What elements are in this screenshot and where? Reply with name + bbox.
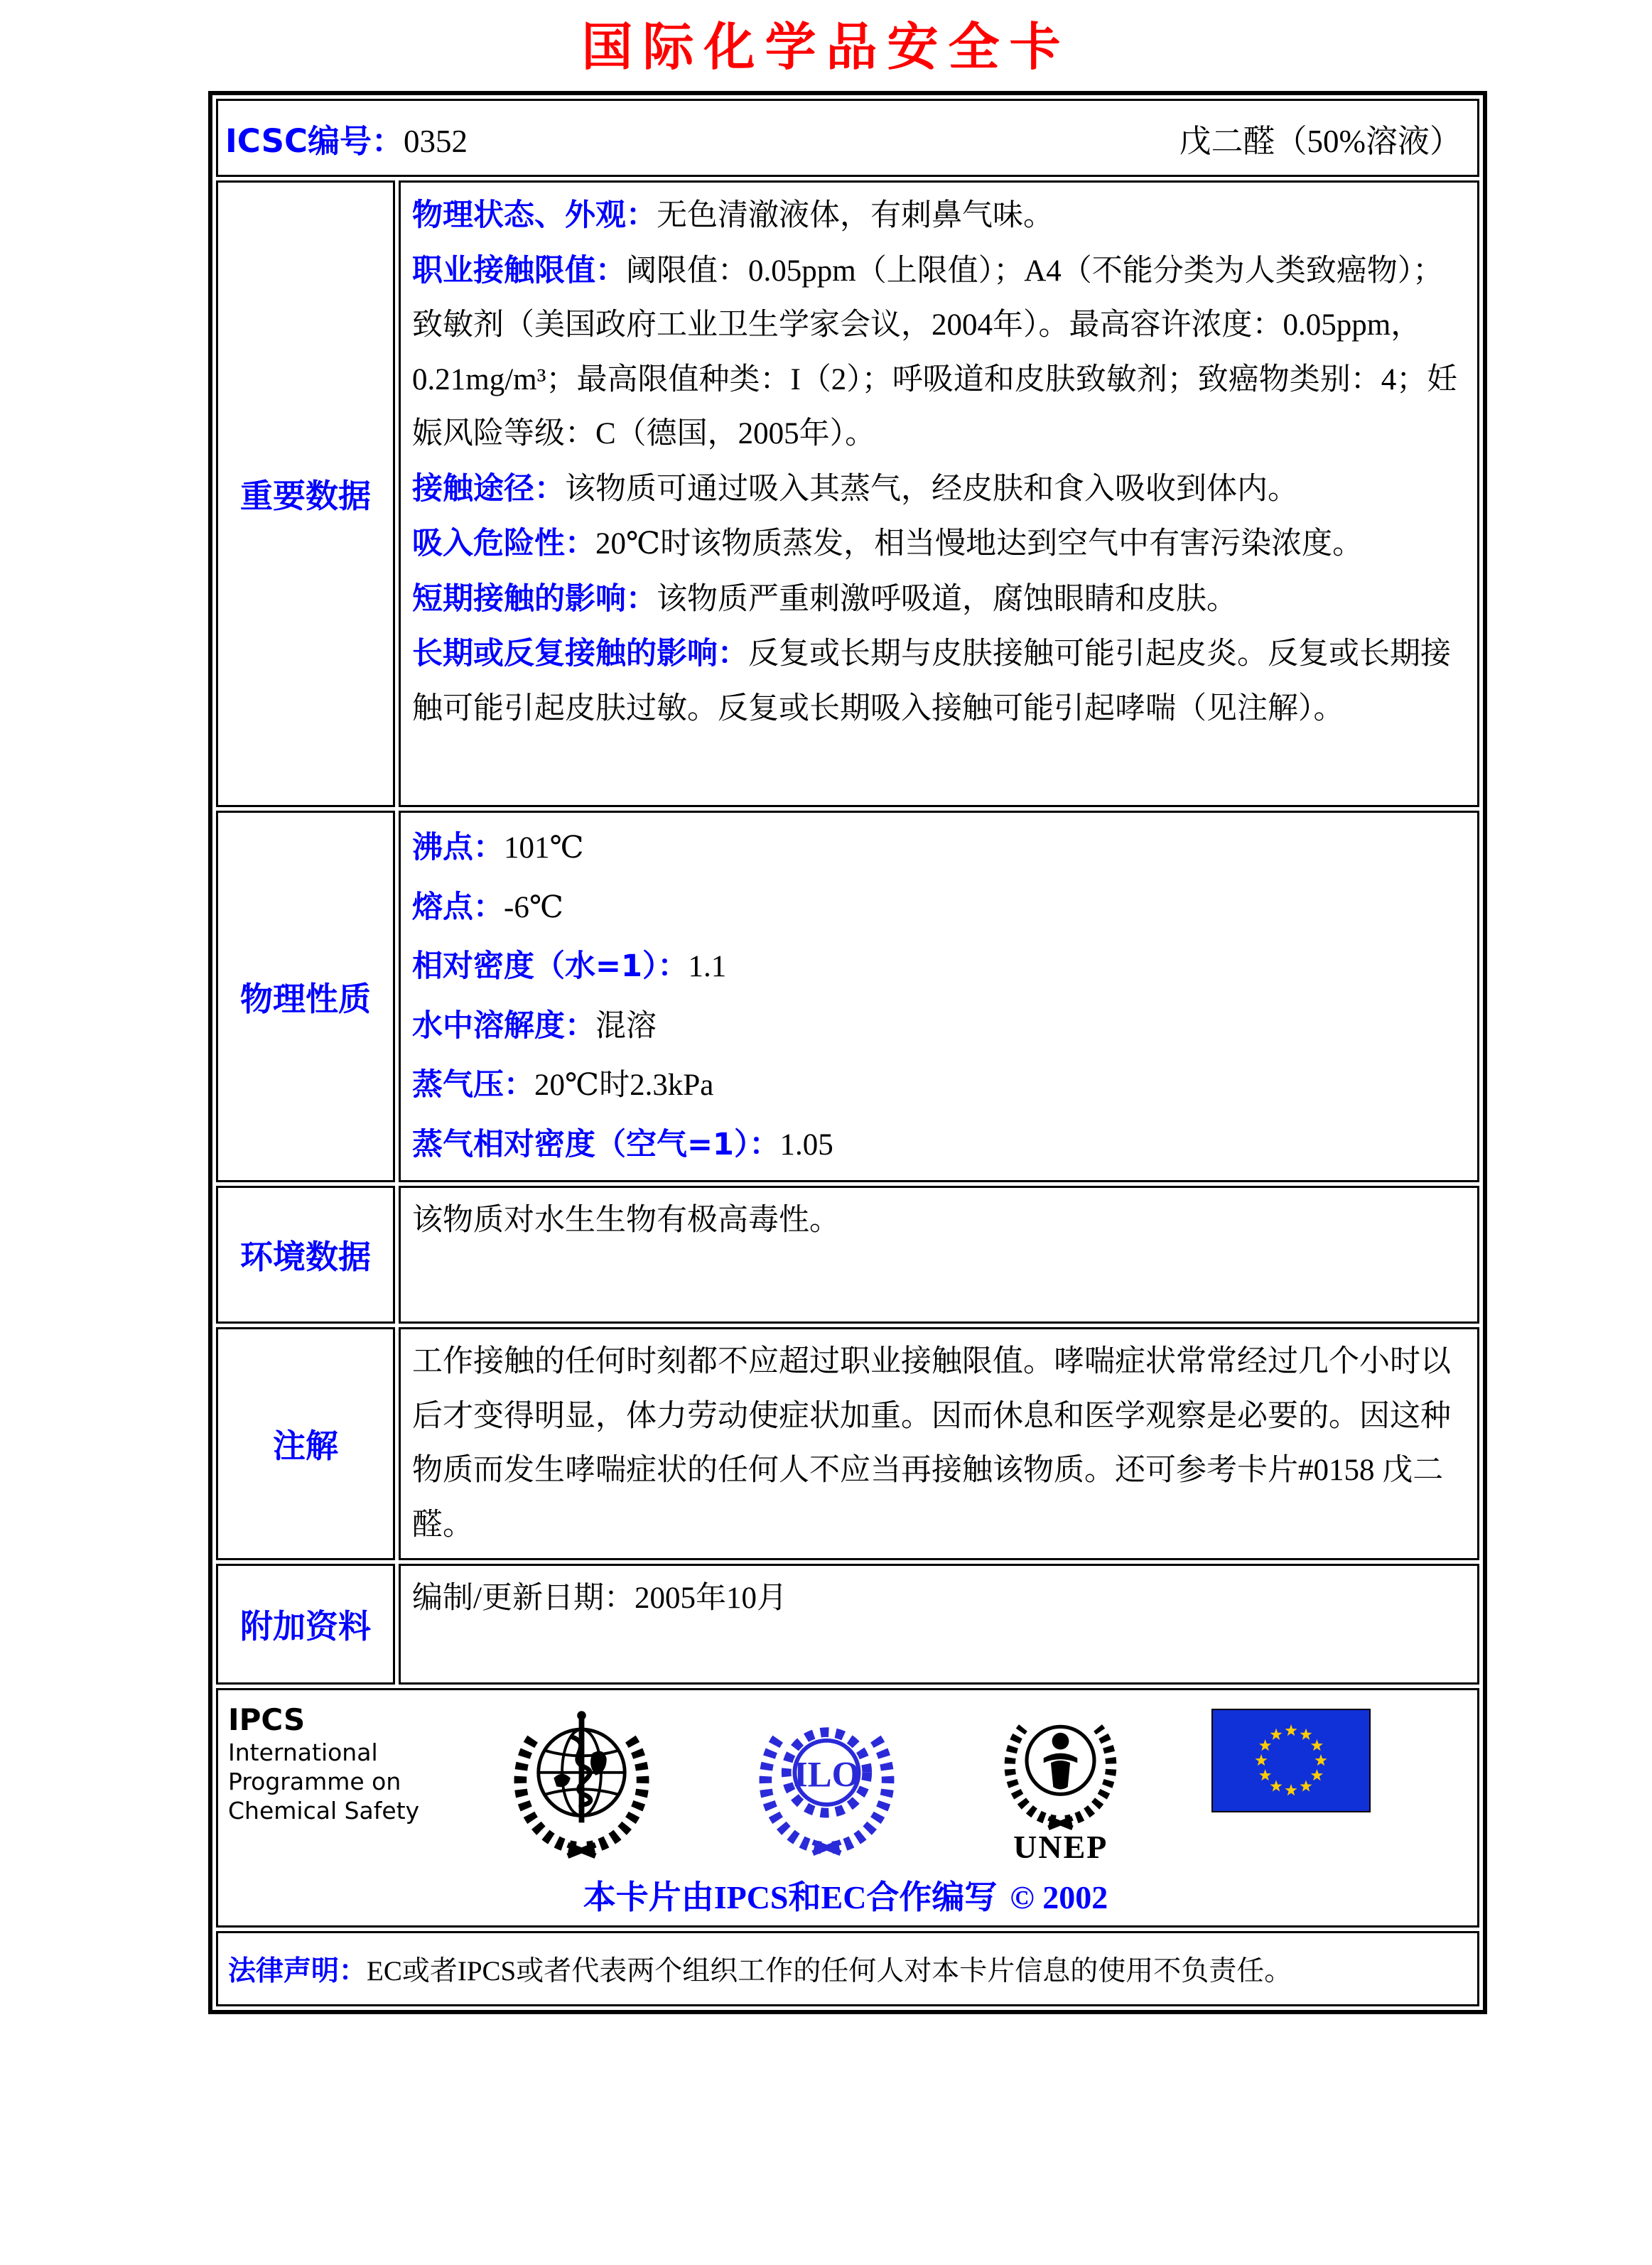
- environmental-data-row: [216, 1186, 1479, 1324]
- field-vapour-pressure: [412, 1056, 1466, 1115]
- safety-card-table: [208, 91, 1487, 2014]
- field-boiling-point: [412, 818, 1466, 878]
- notes-row: [216, 1327, 1479, 1560]
- notes-content: [399, 1327, 1479, 1560]
- field-routes-of-exposure: [412, 462, 1466, 517]
- field-value: 该物质可通过吸入其蒸气，经皮肤和食入吸收到体内。: [565, 472, 1298, 506]
- ipcs-logo-text: [228, 1700, 420, 1825]
- legal-text: EC或者IPCS或者代表两个组织工作的任何人对本卡片信息的使用不负责任。: [367, 1956, 1292, 1987]
- field-water-solubility: [412, 997, 1466, 1056]
- unep-logo-block: [988, 1700, 1133, 1864]
- field-relative-density: [412, 937, 1466, 997]
- environmental-data-content: [399, 1186, 1479, 1324]
- section-label-additional-info: 附加资料: [216, 1564, 395, 1685]
- notes-text: 工作接触的任何时刻都不应超过职业接触限值。哮喘症状常常经过几个小时以后才变得明显，体力劳动使症状加重。因而休息和医学观察是必要的。因这种物质而发生哮喘症状的任何人不应当再接触该物质。还可参考卡片#0158 戊二醛。: [412, 1345, 1451, 1542]
- field-label: 物理状态、外观：: [412, 198, 657, 233]
- field-label: 蒸气相对密度（空气=1）：: [412, 1126, 780, 1162]
- ilo-logo-icon: [743, 1700, 910, 1867]
- section-label-physical-properties: 物理性质: [216, 811, 395, 1182]
- field-value: 该物质严重刺激呼吸道，腐蚀眼睛和皮肤。: [657, 582, 1237, 616]
- additional-info-content: [399, 1564, 1479, 1685]
- field-label: 职业接触限值：: [412, 252, 626, 288]
- field-label: 熔点：: [412, 889, 504, 925]
- field-value: 无色清澈液体，有刺鼻气味。: [657, 199, 1054, 232]
- icsc-number-value: 0352: [404, 123, 468, 159]
- field-short-term-effects: [412, 572, 1466, 627]
- field-label: 水中溶解度：: [412, 1007, 595, 1044]
- environmental-data-text: 该物质对水生生物有极高毒性。: [412, 1204, 840, 1238]
- field-value: 反复或长期与皮肤接触可能引起皮炎。反复或长期接触可能引起皮肤过敏。反复或长期吸入接触可能引起哮喘（见注解）。: [412, 637, 1451, 725]
- card-header-cell: [216, 99, 1479, 177]
- field-value: -6℃: [504, 890, 563, 924]
- icsc-number-label: ICSC编号：: [225, 121, 404, 160]
- field-label: 接触途径：: [412, 470, 565, 507]
- unep-logo-icon: [988, 1700, 1133, 1835]
- field-physical-state: [412, 188, 1466, 244]
- credit-line: [228, 1871, 1463, 1918]
- copyright-text: © 2002: [1010, 1879, 1108, 1916]
- section-label-environmental-data: 环境数据: [216, 1186, 395, 1324]
- unep-wordmark: UNEP: [1013, 1829, 1108, 1866]
- field-value: 1.1: [688, 950, 727, 984]
- logos-row: [216, 1688, 1479, 1928]
- important-data-content: [399, 180, 1479, 807]
- field-label: 蒸气压：: [412, 1067, 534, 1103]
- icsc-number: [225, 115, 468, 161]
- field-value: 混溶: [595, 1009, 657, 1043]
- field-inhalation-risk: [412, 517, 1466, 572]
- logos-cell: [216, 1688, 1479, 1928]
- ipcs-line-1: International: [228, 1738, 378, 1766]
- page-title: 国际化学品安全卡: [581, 17, 1071, 77]
- field-vapour-density: [412, 1115, 1466, 1175]
- eu-flag-wrap: [1211, 1700, 1371, 1812]
- ipcs-line-2: Programme on: [228, 1767, 401, 1795]
- field-label: 沸点：: [412, 830, 504, 865]
- section-label-notes: 注解: [216, 1327, 395, 1560]
- legal-label: 法律声明：: [228, 1955, 367, 1988]
- physical-properties-content: [399, 811, 1479, 1182]
- legal-row: [216, 1931, 1479, 2006]
- field-value: 阈限值：0.05ppm（上限值）；A4（不能分类为人类致癌物）；致敏剂（美国政府工业卫生学家会议，2004年）。最高容许浓度：0.05ppm，0.21mg/m³；最高限值种类：I（2）；呼吸道和皮肤致敏剂；致癌物类别：4；妊娠风险等级：C（德国，2005年）。: [412, 254, 1458, 451]
- field-long-term-effects: [412, 627, 1466, 736]
- legal-cell: [216, 1931, 1479, 2006]
- ipcs-acronym: IPCS: [228, 1702, 306, 1738]
- field-value: 20℃时2.3kPa: [534, 1069, 714, 1103]
- card-header-row: [216, 99, 1479, 177]
- field-melting-point: [412, 878, 1466, 938]
- physical-properties-row: [216, 811, 1479, 1182]
- field-value: 101℃: [504, 831, 584, 865]
- chemical-name: 戊二醛（50%溶液）: [1179, 123, 1462, 159]
- field-label: 吸入危险性：: [412, 526, 595, 562]
- additional-info-text: 编制/更新日期：2005年10月: [412, 1582, 787, 1616]
- field-value: 1.05: [779, 1128, 833, 1162]
- field-label: 相对密度（水=1）：: [412, 948, 689, 985]
- field-label: 长期或反复接触的影响：: [412, 636, 748, 672]
- field-label: 短期接触的影响：: [412, 580, 657, 617]
- field-value: 20℃时该物质蒸发，相当慢地达到空气中有害污染浓度。: [595, 527, 1364, 561]
- field-occupational-exposure-limits: [412, 244, 1466, 462]
- important-data-row: [216, 180, 1479, 807]
- ipcs-line-3: Chemical Safety: [228, 1797, 420, 1825]
- ilo-letters: ILO: [793, 1755, 860, 1795]
- eu-flag-icon: [1211, 1709, 1371, 1812]
- credit-text: 本卡片由IPCS和EC合作编写: [583, 1879, 998, 1916]
- additional-info-row: [216, 1564, 1479, 1685]
- section-label-important-data: 重要数据: [216, 180, 395, 807]
- who-logo-icon: [498, 1700, 665, 1867]
